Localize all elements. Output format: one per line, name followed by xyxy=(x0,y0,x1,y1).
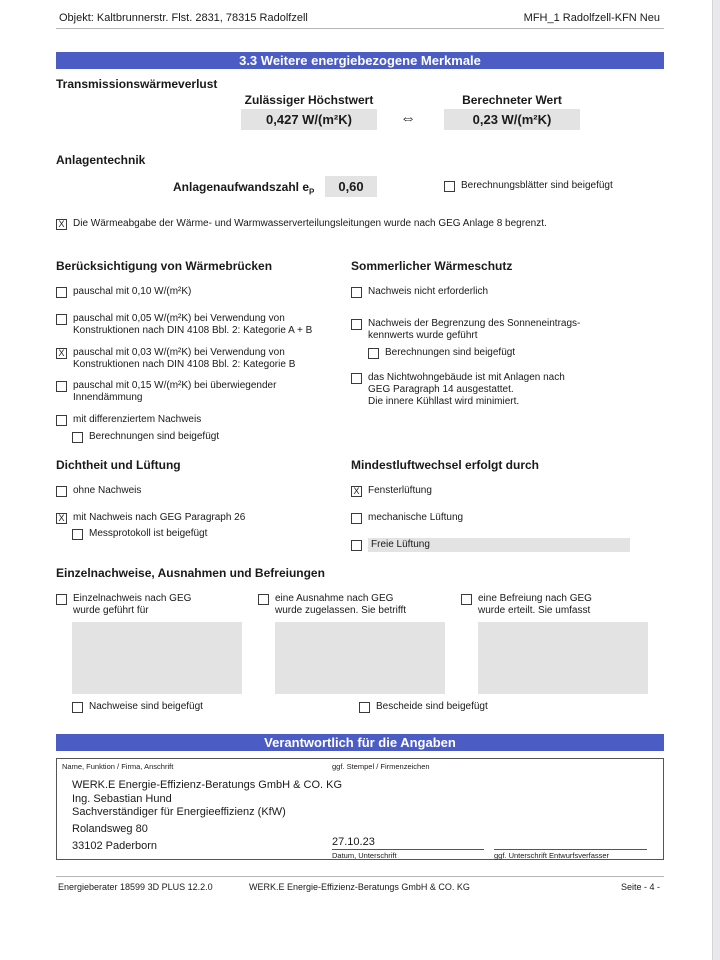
proofs-attached-option[interactable]: Nachweise sind beigefügt xyxy=(72,701,203,713)
responsible-role: Sachverständiger für Energieeffizienz (KfW) xyxy=(72,806,286,818)
thermal-bridge-option-2[interactable]: pauschal mit 0,05 W/(m²K) bei Verwendung von Konstruktionen nach DIN 4108 Bbl. 2: Kategorie A + B xyxy=(56,313,312,337)
plant-factor-label: Anlagenaufwandszahl $e_P$ xyxy=(173,180,315,197)
checkbox[interactable] xyxy=(351,540,362,551)
sheets-attached-option[interactable]: Berechnungsblätter sind beigefügt xyxy=(444,180,613,192)
summer-option-2[interactable]: Nachweis der Begrenzung des Sonneneintrags- kennwerts wurde geführt xyxy=(351,318,580,342)
individual-proof-textarea[interactable] xyxy=(72,622,242,694)
checkbox[interactable] xyxy=(359,702,370,713)
checkbox[interactable] xyxy=(56,594,67,605)
thermal-bridges-title: Berücksichtigung von Wärmebrücken xyxy=(56,259,273,273)
thermal-bridge-option-1[interactable]: pauschal mit 0,10 W/(m²K) xyxy=(56,286,191,298)
header-object: Objekt: Kaltbrunnerstr. Flst. 2831, 78315 Radolfzell xyxy=(59,12,308,24)
checkbox[interactable] xyxy=(351,373,362,384)
responsible-street: Rolandsweg 80 xyxy=(72,823,148,835)
checkbox[interactable] xyxy=(351,319,362,330)
section-title-band: 3.3 Weitere energiebezogene Merkmale xyxy=(56,52,664,69)
checkbox[interactable] xyxy=(56,486,67,497)
checkbox[interactable] xyxy=(72,432,83,443)
thermal-bridge-calc-attached[interactable]: Berechnungen sind beigefügt xyxy=(72,431,219,443)
footer-divider xyxy=(56,876,664,877)
plant-title: Anlagentechnik xyxy=(56,153,146,167)
summer-option-1[interactable]: Nachweis nicht erforderlich xyxy=(351,286,488,298)
allowed-value-field: 0,427 W/(m²K) xyxy=(241,109,377,130)
responsible-company: WERK.E Energie-Effizienz-Beratungs GmbH & CO. KG xyxy=(72,779,342,791)
checkbox[interactable] xyxy=(258,594,269,605)
scrollbar[interactable] xyxy=(712,0,720,960)
calculated-value-label: Berechneter Wert xyxy=(462,93,562,107)
ventilation-option-window[interactable]: X Fensterlüftung xyxy=(351,485,432,497)
checkbox-checked[interactable]: X xyxy=(56,513,67,524)
checkbox[interactable] xyxy=(72,529,83,540)
airtightness-option-1[interactable]: ohne Nachweis xyxy=(56,485,141,497)
allowed-value-label: Zulässiger Höchstwert xyxy=(244,93,374,107)
checkbox[interactable] xyxy=(56,415,67,426)
checkbox-checked[interactable]: X xyxy=(56,219,67,230)
exemption-textarea[interactable] xyxy=(275,622,445,694)
airtightness-option-2[interactable]: X mit Nachweis nach GEG Paragraph 26 xyxy=(56,512,245,524)
signature-date: 27.10.23 xyxy=(332,836,375,848)
checkbox[interactable] xyxy=(56,314,67,325)
summer-option-3[interactable]: das Nichtwohngebäude ist mit Anlagen nach GEG Paragraph 14 ausgestattet. Die innere Kühllast wird minimiert. xyxy=(351,372,565,408)
thermal-bridge-option-5[interactable]: mit differenziertem Nachweis xyxy=(56,414,201,426)
header-divider xyxy=(56,28,664,29)
release-textarea[interactable] xyxy=(478,622,648,694)
compare-arrows-icon: ⇔ xyxy=(400,110,416,127)
checkbox[interactable] xyxy=(56,381,67,392)
distribution-limit-option[interactable]: X Die Wärmeabgabe der Wärme- und Warmwasserverteilungsleitungen wurde nach GEG Anlage 8 begrenzt. xyxy=(56,218,547,230)
footer-software: Energieberater 18599 3D PLUS 12.2.0 xyxy=(58,882,213,892)
responsible-city: 33102 Paderborn xyxy=(72,840,158,852)
date-signature-line xyxy=(332,849,484,850)
summer-calc-attached[interactable]: Berechnungen sind beigefügt xyxy=(368,347,515,359)
footer-page-number: Seite - 4 - xyxy=(620,882,660,892)
exception-individual-proof[interactable]: Einzelnachweis nach GEG wurde geführt für xyxy=(56,593,191,617)
checkbox-checked[interactable]: X xyxy=(351,486,362,497)
calculated-value-field: 0,23 W/(m²K) xyxy=(444,109,580,130)
transmission-title: Transmissionswärmeverlust xyxy=(56,77,218,91)
thermal-bridge-option-4[interactable]: pauschal mit 0,15 W/(m²K) bei überwiegender Innendämmung xyxy=(56,380,276,404)
plant-factor-field: 0,60 xyxy=(325,176,377,197)
notices-attached-option[interactable]: Bescheide sind beigefügt xyxy=(359,701,488,713)
ventilation-title: Mindestluftwechsel erfolgt durch xyxy=(351,458,540,472)
checkbox[interactable] xyxy=(56,287,67,298)
exception-release[interactable]: eine Befreiung nach GEG wurde erteilt. Sie umfasst xyxy=(461,593,592,617)
responsible-title-band: Verantwortlich für die Angaben xyxy=(56,734,664,751)
stamp-label: ggf. Stempel / Firmenzeichen xyxy=(332,762,430,771)
measurement-protocol-attached[interactable]: Messprotokoll ist beigefügt xyxy=(72,528,207,540)
designer-signature-line xyxy=(494,849,647,850)
summer-protection-title: Sommerlicher Wärmeschutz xyxy=(351,259,513,273)
exception-exemption[interactable]: eine Ausnahme nach GEG wurde zugelassen. Sie betrifft xyxy=(258,593,406,617)
checkbox-checked[interactable]: X xyxy=(56,348,67,359)
name-label: Name, Funktion / Firma, Anschrift xyxy=(62,762,174,771)
responsible-person: Ing. Sebastian Hund xyxy=(72,793,172,805)
footer-company: WERK.E Energie-Effizienz-Beratungs GmbH & CO. KG xyxy=(249,882,470,892)
checkbox[interactable] xyxy=(72,702,83,713)
exceptions-title: Einzelnachweise, Ausnahmen und Befreiungen xyxy=(56,566,325,580)
checkbox[interactable] xyxy=(351,287,362,298)
ventilation-option-free[interactable] xyxy=(351,539,368,551)
header-project: MFH_1 Radolfzell-KFN Neu xyxy=(523,12,660,24)
checkbox[interactable] xyxy=(351,513,362,524)
checkbox[interactable] xyxy=(444,181,455,192)
free-ventilation-field[interactable]: Freie Lüftung xyxy=(368,538,630,552)
ventilation-option-mechanical[interactable]: mechanische Lüftung xyxy=(351,512,463,524)
airtightness-title: Dichtheit und Lüftung xyxy=(56,458,181,472)
checkbox[interactable] xyxy=(368,348,379,359)
checkbox[interactable] xyxy=(461,594,472,605)
designer-signature-label: ggf. Unterschrift Entwurfsverfasser xyxy=(494,851,610,860)
date-signature-label: Datum, Unterschrift xyxy=(332,851,397,860)
thermal-bridge-option-3[interactable]: X pauschal mit 0,03 W/(m²K) bei Verwendung von Konstruktionen nach DIN 4108 Bbl. 2: Kategorie B xyxy=(56,347,295,371)
